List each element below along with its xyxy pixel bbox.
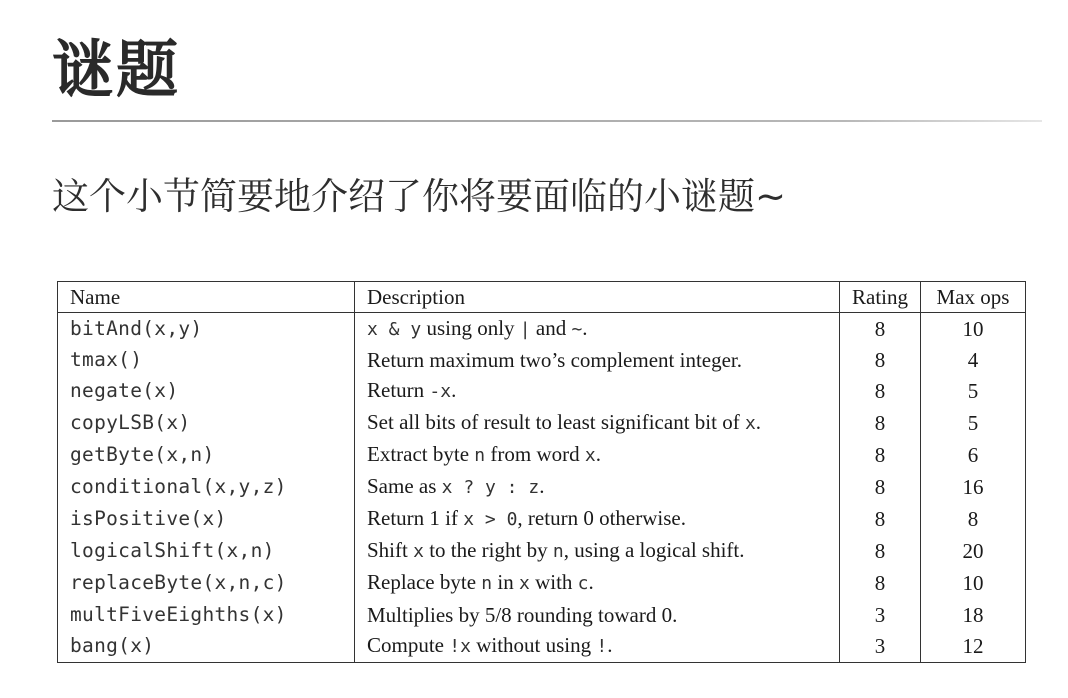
table-row [58,375,1026,407]
puzzle-description [355,439,840,471]
description-code-segment: | [519,319,531,340]
title-divider [52,120,1042,122]
puzzle-description [355,535,840,567]
puzzle-name: negate(x) [58,375,355,407]
puzzle-rating: 8 [840,535,921,567]
puzzle-name: bang(x) [58,630,355,663]
puzzle-name: copyLSB(x) [58,407,355,439]
puzzle-rating: 3 [840,630,921,663]
puzzle-name: multFiveEighths(x) [58,599,355,629]
description-code-segment: x [518,573,530,595]
puzzle-max-ops: 8 [921,503,1026,535]
description-text-segment: Same as [367,474,442,499]
description-text-segment: Replace byte [367,570,482,595]
puzzle-max-ops: 4 [921,345,1026,375]
puzzle-max-ops: 5 [921,375,1026,407]
description-code-segment: x [413,541,424,563]
description-text-segment: , return 0 otherwise. [517,506,686,531]
header-description: Description [355,282,840,313]
puzzle-max-ops: 6 [921,439,1026,471]
description-text-segment: from word [485,442,585,467]
description-code-segment: x ? y : z [441,477,540,499]
description-code-segment: x [744,413,756,435]
description-text-segment: with [529,570,578,595]
puzzle-rating: 8 [840,471,921,503]
table-row [58,439,1026,471]
table-body [58,313,1026,663]
puzzle-description [355,471,840,503]
description-code-segment: x > 0 [463,509,518,531]
table-row [58,535,1026,567]
puzzle-name: replaceByte(x,n,c) [58,567,355,599]
description-text-segment: and [530,316,572,340]
puzzle-name: getByte(x,n) [58,439,355,471]
description-text-segment: Return 1 if [367,506,464,531]
puzzle-description [355,503,840,535]
puzzle-description [355,599,840,629]
description-code-segment: x [584,445,596,467]
description-code-segment: -x [429,381,452,403]
puzzle-description [355,630,840,663]
puzzle-max-ops: 16 [921,471,1026,503]
description-code-segment: x & y [367,319,422,340]
description-text-segment: using only [421,316,520,340]
puzzle-max-ops: 20 [921,535,1026,567]
description-text-segment: . [451,378,457,403]
description-text-segment: . [588,570,594,595]
table-row [58,630,1026,663]
description-code-segment: n [474,445,486,467]
description-code-segment: !x [449,635,471,657]
description-text-segment: Shift [367,538,414,563]
description-code-segment: ! [596,635,608,657]
table-header-row [58,282,1026,313]
puzzle-rating: 8 [840,439,921,471]
table-row [58,599,1026,629]
puzzle-description [355,567,840,599]
description-text-segment: Compute [367,632,450,657]
description-text-segment: Return [367,378,430,403]
description-text-segment: . [607,632,613,657]
puzzles-table [57,281,1026,663]
puzzle-description [355,375,840,407]
puzzle-rating: 8 [840,375,921,407]
table-row [58,407,1026,439]
puzzle-description [355,345,840,375]
puzzle-name: bitAnd(x,y) [58,313,355,346]
table-header [58,282,1026,313]
description-text-segment: . [755,410,762,435]
puzzle-max-ops: 10 [921,313,1026,346]
puzzle-name: tmax() [58,345,355,375]
puzzle-description [355,407,840,439]
description-text-segment: Return maximum two’s complement integer. [367,348,743,373]
page-subtitle: 这个小节简要地介绍了你将要面临的小谜题~ [52,175,787,218]
header-max-ops: Max ops [921,282,1026,313]
description-text-segment: . [539,474,545,499]
description-text-segment: . [582,316,588,340]
puzzle-rating: 3 [840,599,921,629]
header-name: Name [58,282,355,313]
puzzle-description [355,313,840,346]
puzzle-name: isPositive(x) [58,503,355,535]
puzzle-max-ops: 10 [921,567,1026,599]
puzzle-max-ops: 12 [921,630,1026,663]
description-code-segment: n [552,541,564,563]
puzzle-max-ops: 18 [921,599,1026,629]
description-text-segment: without using [470,632,597,657]
puzzle-name: logicalShift(x,n) [58,535,355,567]
description-text-segment: . [595,442,601,467]
description-code-segment: c [577,573,589,595]
description-code-segment: n [481,573,493,595]
description-text-segment: in [492,570,519,595]
table-row [58,567,1026,599]
page-title: 谜题 [52,33,181,106]
table-row [58,345,1026,375]
puzzle-name: conditional(x,y,z) [58,471,355,503]
table-row [58,471,1026,503]
puzzle-rating: 8 [840,503,921,535]
description-text-segment: Multiplies by 5/8 rounding toward 0. [367,602,678,627]
header-rating: Rating [840,282,921,313]
puzzle-rating: 8 [840,313,921,346]
description-text-segment: Extract byte [367,442,475,467]
puzzle-rating: 8 [840,345,921,375]
description-text-segment: to the right by [423,538,553,563]
puzzle-max-ops: 5 [921,407,1026,439]
table-row [58,313,1026,346]
puzzle-rating: 8 [840,407,921,439]
description-text-segment: Set all bits of result to least significant bit of [367,410,745,435]
puzzle-rating: 8 [840,567,921,599]
table-row [58,503,1026,535]
description-text-segment: , using a logical shift. [563,538,745,563]
description-code-segment: ~ [571,319,583,340]
